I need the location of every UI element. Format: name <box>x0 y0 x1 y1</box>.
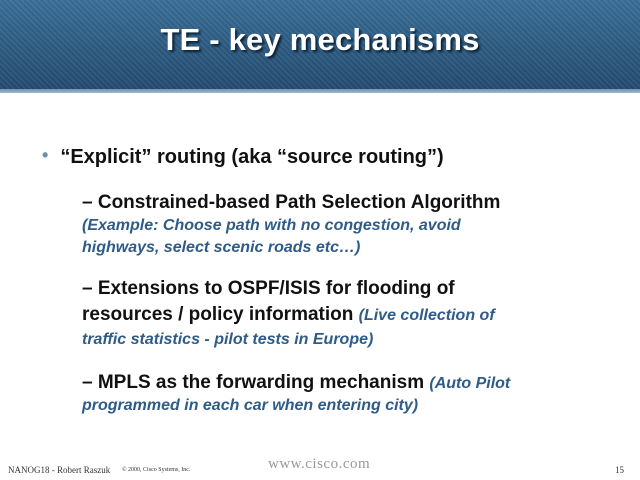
sub-bullet-3-example-line-2: programmed in each car when entering city) <box>82 397 419 414</box>
footer-url: www.cisco.com <box>268 456 371 472</box>
sub-bullet-3-line-1 <box>82 370 622 396</box>
footer-copyright: © 2000, Cisco Systems, Inc. <box>122 467 191 473</box>
bullet-dot-icon: • <box>42 145 49 165</box>
slide-title: TE - key mechanisms <box>160 22 480 57</box>
main-bullet <box>42 145 632 169</box>
sub-bullet-2-line-1: – Extensions to OSPF/ISIS for flooding of <box>82 278 455 299</box>
sub-bullet-2-line-2 <box>82 302 622 328</box>
sub-bullet-1-example-line-1: (Example: Choose path with no congestion, avoid <box>82 217 461 234</box>
footer-author: NANOG18 - Robert Raszuk <box>8 465 111 475</box>
sub-bullet-3-text: – MPLS as the forwarding mechanism <box>82 372 425 393</box>
sub-bullet-1-example-line-2: highways, select scenic roads etc…) <box>82 239 361 256</box>
sub-bullet-2-example-line-2: traffic statistics - pilot tests in Europe) <box>82 331 374 348</box>
sub-bullet-2-example-inline: (Live collection of <box>358 307 495 324</box>
sub-bullet-2-text: resources / policy information <box>82 304 354 325</box>
page-number: 15 <box>615 465 624 475</box>
sub-bullet-3-example-inline: (Auto Pilot <box>429 375 511 392</box>
sub-bullet-1: – Constrained-based Path Selection Algorithm <box>82 192 501 213</box>
main-bullet-text: “Explicit” routing (aka “source routing”) <box>60 146 444 168</box>
